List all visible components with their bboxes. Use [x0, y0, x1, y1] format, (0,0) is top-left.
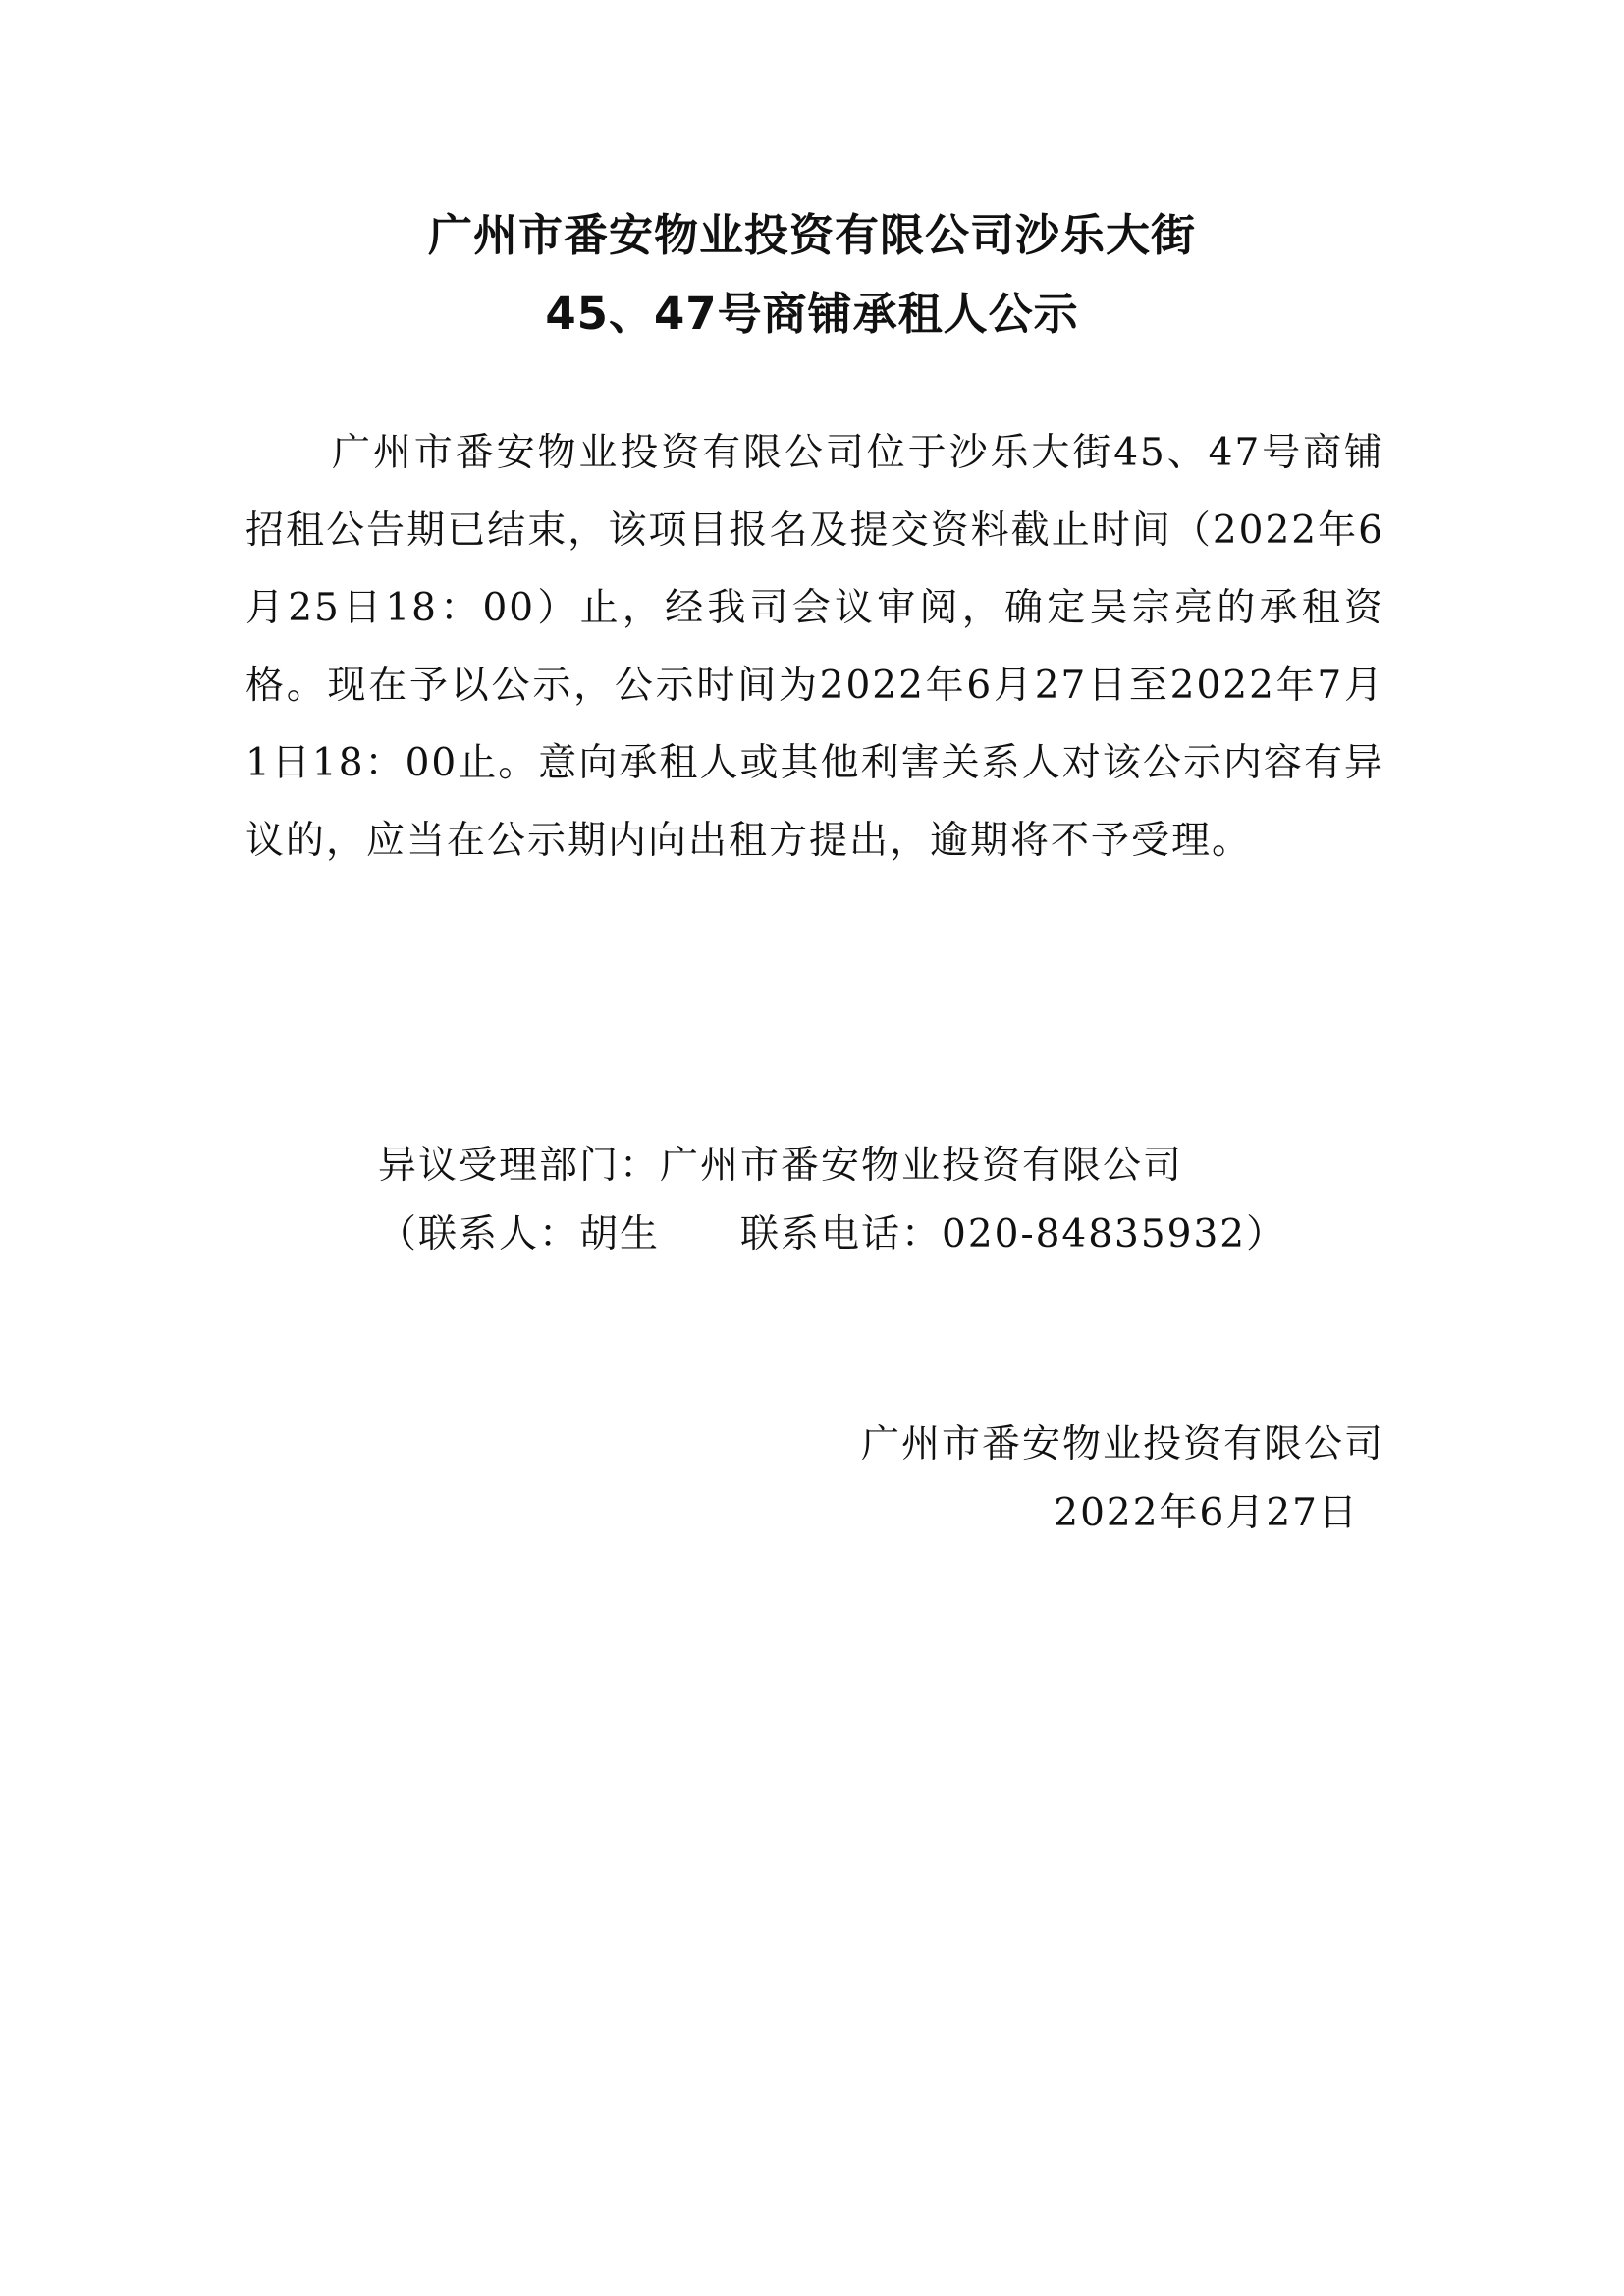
signature-date: 2022年6月27日 — [1054, 1491, 1359, 1535]
document-body — [245, 414, 1384, 880]
body-paragraph: 广州市番安物业投资有限公司位于沙乐大街45、47号商铺招租公告期已结束，该项目报名及提交资料截止时间（2022年6月25日18：00）止，经我司会议审阅，确定吴宗亮的承租资格。现在予以公示，公示时间为2022年6月27日至2022年7月1日18：00止。意向承租人或其他利害关系人对该公示内容有异议的，应当在公示期内向出租方提出，逾期将不予受理。 — [245, 431, 1384, 863]
signature-company: 广州市番安物业投资有限公司 — [860, 1422, 1384, 1467]
document-title-line1: 广州市番安物业投资有限公司沙乐大街 — [427, 209, 1196, 261]
contact-info: （联系人：胡生 联系电话：020-84835932） — [378, 1212, 1287, 1256]
objection-department: 异议受理部门：广州市番安物业投资有限公司 — [378, 1144, 1184, 1188]
document-title-line2: 45、47号商铺承租人公示 — [545, 288, 1079, 340]
